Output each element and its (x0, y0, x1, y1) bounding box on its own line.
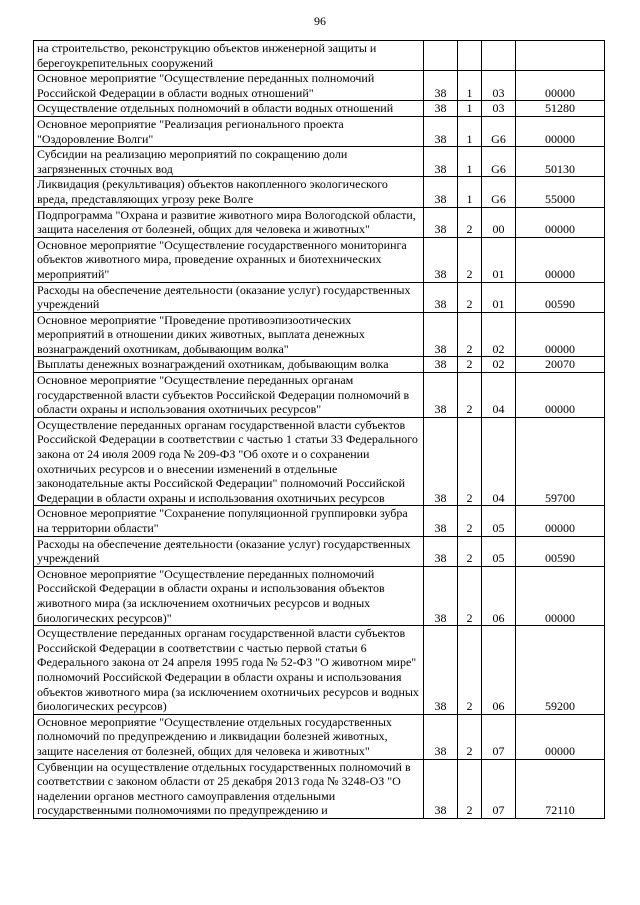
cell-subprogram-code: 2 (458, 536, 482, 566)
cell-activity-code: 06 (482, 566, 516, 625)
cell-activity-code: 04 (482, 373, 516, 418)
table-row (34, 357, 605, 373)
cell-subprogram-code: 1 (458, 71, 482, 101)
cell-expense-direction-code: 55000 (516, 177, 605, 207)
cell-name: Основное мероприятие "Осуществление отдельных государственных полномочий по предупреждению и ликвидации болезней животных, защите населения от болезней, общих для человека и животных" (34, 714, 424, 759)
cell-subprogram-code: 2 (458, 417, 482, 506)
cell-expense-direction-code: 51280 (516, 101, 605, 117)
cell-subprogram-code: 2 (458, 759, 482, 818)
cell-subprogram-code: 2 (458, 566, 482, 625)
cell-activity-code: G6 (482, 147, 516, 177)
cell-name: Основное мероприятие "Осуществление переданных органам государственной власти субъектов Российской Федерации полномочий в области охраны и использования охотничьих ресурсов" (34, 373, 424, 418)
cell-name: Основное мероприятие "Осуществление государственного мониторинга объектов животного мира, проведение охранных и биотехнических мероприятий" (34, 237, 424, 282)
cell-name: Основное мероприятие "Сохранение популяционной группировки зубра на территории области" (34, 506, 424, 536)
cell-name: Осуществление переданных органам государственной власти субъектов Российской Федерации в соответствии с частью первой статьи 6 Федерального закона от 24 апреля 1995 года № 52-ФЗ "О животном мире" полномочий Российской Федерации в области охраны и использования объектов животного мира (за исключением охотничьих ресурсов и водных биологических ресурсов) (34, 626, 424, 715)
cell-subprogram-code: 2 (458, 506, 482, 536)
table-row (34, 506, 605, 536)
cell-expense-direction-code: 00590 (516, 536, 605, 566)
cell-activity-code: 00 (482, 207, 516, 237)
cell-subprogram-code: 1 (458, 101, 482, 117)
cell-expense-direction-code: 00000 (516, 566, 605, 625)
cell-activity-code: 02 (482, 357, 516, 373)
table-row (34, 417, 605, 506)
table-row (34, 312, 605, 357)
cell-activity-code: 03 (482, 101, 516, 117)
cell-name: Подпрограмма "Охрана и развитие животного мира Вологодской области, защита населения от болезней, общих для человека и животных" (34, 207, 424, 237)
cell-ministry-code: 38 (424, 566, 458, 625)
cell-name: Основное мероприятие "Реализация регионального проекта "Оздоровление Волги" (34, 116, 424, 146)
cell-activity-code: 01 (482, 282, 516, 312)
cell-activity-code: 03 (482, 71, 516, 101)
table-row (34, 566, 605, 625)
cell-name: Ликвидация (рекультивация) объектов накопленного экологического вреда, представляющих угрозу реке Волге (34, 177, 424, 207)
cell-expense-direction-code: 00590 (516, 282, 605, 312)
cell-ministry-code: 38 (424, 282, 458, 312)
cell-subprogram-code: 2 (458, 312, 482, 357)
cell-expense-direction-code: 59200 (516, 626, 605, 715)
cell-expense-direction-code: 00000 (516, 506, 605, 536)
cell-activity-code: 06 (482, 626, 516, 715)
table-row (34, 237, 605, 282)
cell-expense-direction-code: 00000 (516, 237, 605, 282)
cell-ministry-code: 38 (424, 177, 458, 207)
cell-subprogram-code: 1 (458, 147, 482, 177)
cell-ministry-code: 38 (424, 536, 458, 566)
cell-activity-code: 05 (482, 536, 516, 566)
cell-ministry-code: 38 (424, 626, 458, 715)
page-number: 96 (314, 14, 326, 28)
cell-name: Основное мероприятие "Осуществление переданных полномочий Российской Федерации в области охраны и использования объектов животного мира (за исключением охотничьих ресурсов и водных биологических ресурсов)" (34, 566, 424, 625)
cell-ministry-code: 38 (424, 417, 458, 506)
cell-ministry-code: 38 (424, 312, 458, 357)
cell-expense-direction-code: 20070 (516, 357, 605, 373)
cell-ministry-code (424, 41, 458, 71)
cell-ministry-code: 38 (424, 373, 458, 418)
cell-expense-direction-code: 00000 (516, 207, 605, 237)
table-row (34, 536, 605, 566)
table-row (34, 147, 605, 177)
cell-activity-code: 04 (482, 417, 516, 506)
table-row (34, 177, 605, 207)
cell-expense-direction-code: 00000 (516, 71, 605, 101)
cell-name: Расходы на обеспечение деятельности (оказание услуг) государственных учреждений (34, 536, 424, 566)
cell-activity-code: 02 (482, 312, 516, 357)
cell-expense-direction-code: 00000 (516, 714, 605, 759)
cell-name: Осуществление переданных органам государственной власти субъектов Российской Федерации в соответствии с частью 1 статьи 33 Федерального закона от 24 июля 2009 года № 209-ФЗ "Об охоте и о сохранении охотничьих ресурсов и о внесении изменений в отдельные законодательные акты Российской Федерации" полномочий Российской Федерации в области охраны и использования охотничьих ресурсов (34, 417, 424, 506)
cell-subprogram-code: 2 (458, 237, 482, 282)
table-body (34, 41, 605, 819)
cell-subprogram-code: 2 (458, 207, 482, 237)
cell-ministry-code: 38 (424, 237, 458, 282)
cell-ministry-code: 38 (424, 147, 458, 177)
cell-expense-direction-code (516, 41, 605, 71)
cell-expense-direction-code: 00000 (516, 116, 605, 146)
cell-name: Основное мероприятие "Проведение противоэпизоотических мероприятий в отношении диких животных, выплата денежных вознаграждений охотникам, добывающим волка" (34, 312, 424, 357)
cell-name: Основное мероприятие "Осуществление переданных полномочий Российской Федерации в области водных отношений" (34, 71, 424, 101)
table-row (34, 759, 605, 818)
cell-name: Осуществление отдельных полномочий в области водных отношений (34, 101, 424, 117)
cell-subprogram-code: 1 (458, 177, 482, 207)
cell-subprogram-code: 2 (458, 357, 482, 373)
cell-activity-code: G6 (482, 177, 516, 207)
cell-subprogram-code: 2 (458, 714, 482, 759)
cell-subprogram-code: 2 (458, 373, 482, 418)
budget-classification-table (33, 40, 605, 819)
cell-name: на строительство, реконструкцию объектов инженерной защиты и берегоукрепительных сооружений (34, 41, 424, 71)
cell-ministry-code: 38 (424, 506, 458, 536)
cell-ministry-code: 38 (424, 71, 458, 101)
cell-ministry-code: 38 (424, 714, 458, 759)
cell-activity-code: G6 (482, 116, 516, 146)
cell-expense-direction-code: 72110 (516, 759, 605, 818)
table-row (34, 282, 605, 312)
table-row (34, 116, 605, 146)
cell-ministry-code: 38 (424, 357, 458, 373)
cell-subprogram-code: 2 (458, 626, 482, 715)
cell-activity-code: 07 (482, 714, 516, 759)
cell-expense-direction-code: 59700 (516, 417, 605, 506)
cell-ministry-code: 38 (424, 101, 458, 117)
cell-expense-direction-code: 00000 (516, 373, 605, 418)
cell-ministry-code: 38 (424, 207, 458, 237)
cell-subprogram-code: 1 (458, 116, 482, 146)
cell-ministry-code: 38 (424, 759, 458, 818)
table-row (34, 41, 605, 71)
cell-activity-code: 05 (482, 506, 516, 536)
cell-activity-code (482, 41, 516, 71)
table-row (34, 101, 605, 117)
cell-name: Выплаты денежных вознаграждений охотникам, добывающим волка (34, 357, 424, 373)
cell-name: Субвенции на осуществление отдельных государственных полномочий в соответствии с законом области от 25 декабря 2013 года № 3248-ОЗ "О наделении органов местного самоуправления отдельными государственными полномочиями по предупреждению и (34, 759, 424, 818)
cell-expense-direction-code: 50130 (516, 147, 605, 177)
cell-name: Субсидии на реализацию мероприятий по сокращению доли загрязненных сточных вод (34, 147, 424, 177)
cell-activity-code: 01 (482, 237, 516, 282)
table-row (34, 207, 605, 237)
cell-subprogram-code (458, 41, 482, 71)
table-row (34, 626, 605, 715)
cell-activity-code: 07 (482, 759, 516, 818)
table-row (34, 714, 605, 759)
cell-subprogram-code: 2 (458, 282, 482, 312)
cell-ministry-code: 38 (424, 116, 458, 146)
cell-expense-direction-code: 00000 (516, 312, 605, 357)
table-row (34, 71, 605, 101)
table-row (34, 373, 605, 418)
cell-name: Расходы на обеспечение деятельности (оказание услуг) государственных учреждений (34, 282, 424, 312)
